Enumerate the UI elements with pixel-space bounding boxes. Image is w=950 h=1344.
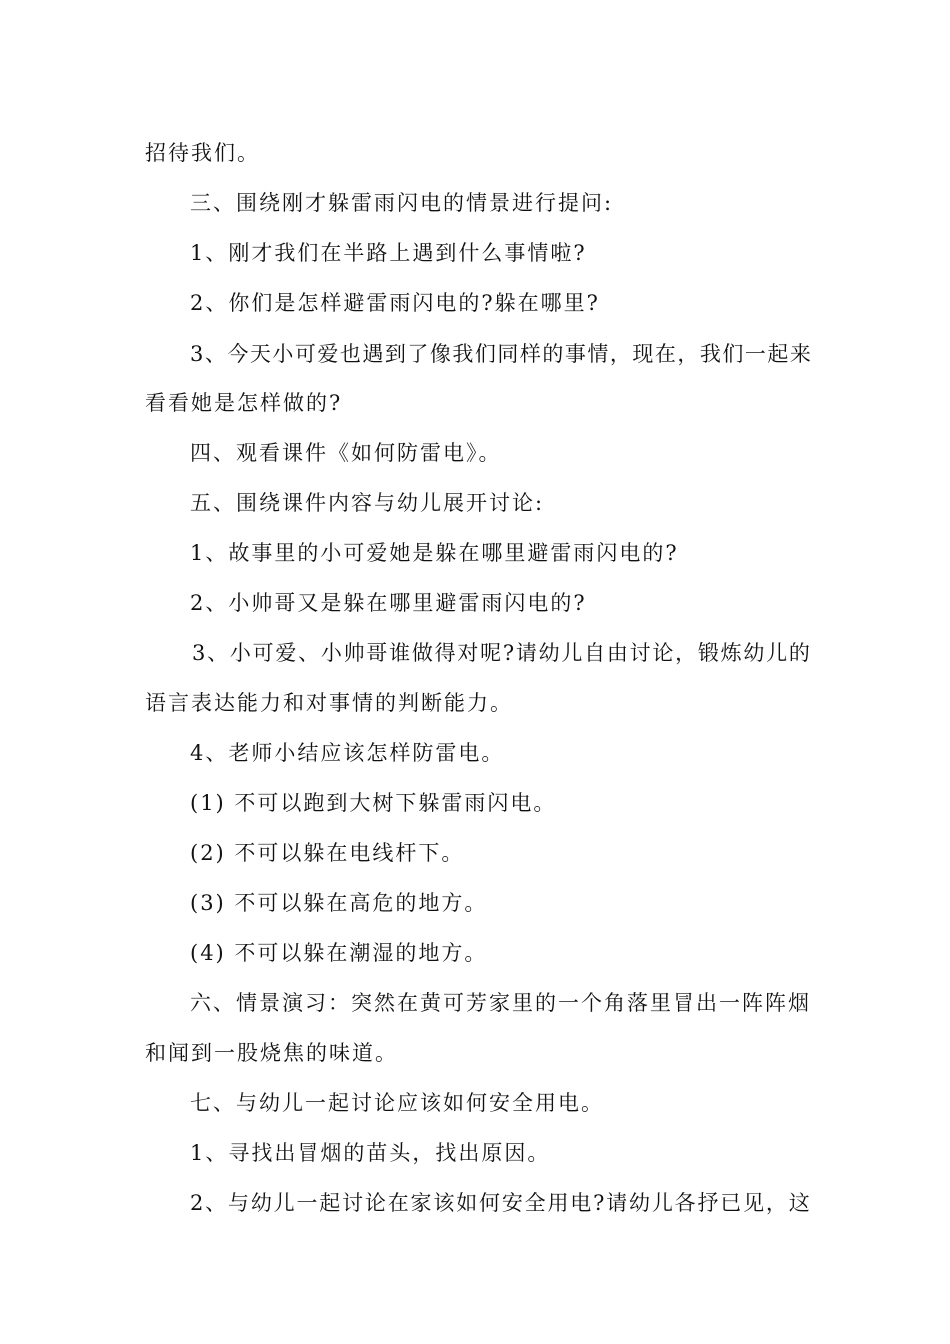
text-line: 和闻到一股烧焦的味道。 xyxy=(145,1041,398,1065)
text-line: 2、你们是怎样避雷雨闪电的?躲在哪里? xyxy=(190,291,600,315)
text-line: 3、小可爱、小帅哥谁做得对呢?请幼儿自由讨论，锻炼幼儿的 xyxy=(192,641,812,665)
text-line: 4、老师小结应该怎样防雷电。 xyxy=(190,741,505,765)
section-heading: 四、观看课件《如何防雷电》。 xyxy=(190,441,502,465)
section-heading: 六、情景演习：突然在黄可芳家里的一个角落里冒出一阵阵烟 xyxy=(190,991,811,1015)
text-line: 1、刚才我们在半路上遇到什么事情啦? xyxy=(190,241,587,265)
text-line: 看看她是怎样做的? xyxy=(145,391,343,415)
text-line: 1、故事里的小可爱她是躲在哪里避雷雨闪电的? xyxy=(190,541,679,565)
list-item: (1) 不可以跑到大树下躲雷雨闪电。 xyxy=(190,791,557,815)
text-line: 1、寻找出冒烟的苗头，找出原因。 xyxy=(190,1141,551,1165)
section-heading: 三、围绕刚才躲雷雨闪电的情景进行提问: xyxy=(190,191,614,215)
text-line: 3、今天小可爱也遇到了像我们同样的事情，现在，我们一起来 xyxy=(190,342,813,366)
section-heading: 七、与幼儿一起讨论应该如何安全用电。 xyxy=(190,1091,604,1115)
text-line: 2、与幼儿一起讨论在家该如何安全用电?请幼儿各抒已见，这 xyxy=(190,1191,812,1215)
list-item: (2) 不可以躲在电线杆下。 xyxy=(190,841,465,865)
text-line: 语言表达能力和对事情的判断能力。 xyxy=(145,691,513,715)
text-line: 2、小帅哥又是躲在哪里避雷雨闪电的? xyxy=(190,591,587,615)
list-item: (3) 不可以躲在高危的地方。 xyxy=(190,891,488,915)
section-heading: 五、围绕课件内容与幼儿展开讨论: xyxy=(190,491,545,515)
text-line: 招待我们。 xyxy=(145,141,260,165)
list-item: (4) 不可以躲在潮湿的地方。 xyxy=(190,941,488,965)
